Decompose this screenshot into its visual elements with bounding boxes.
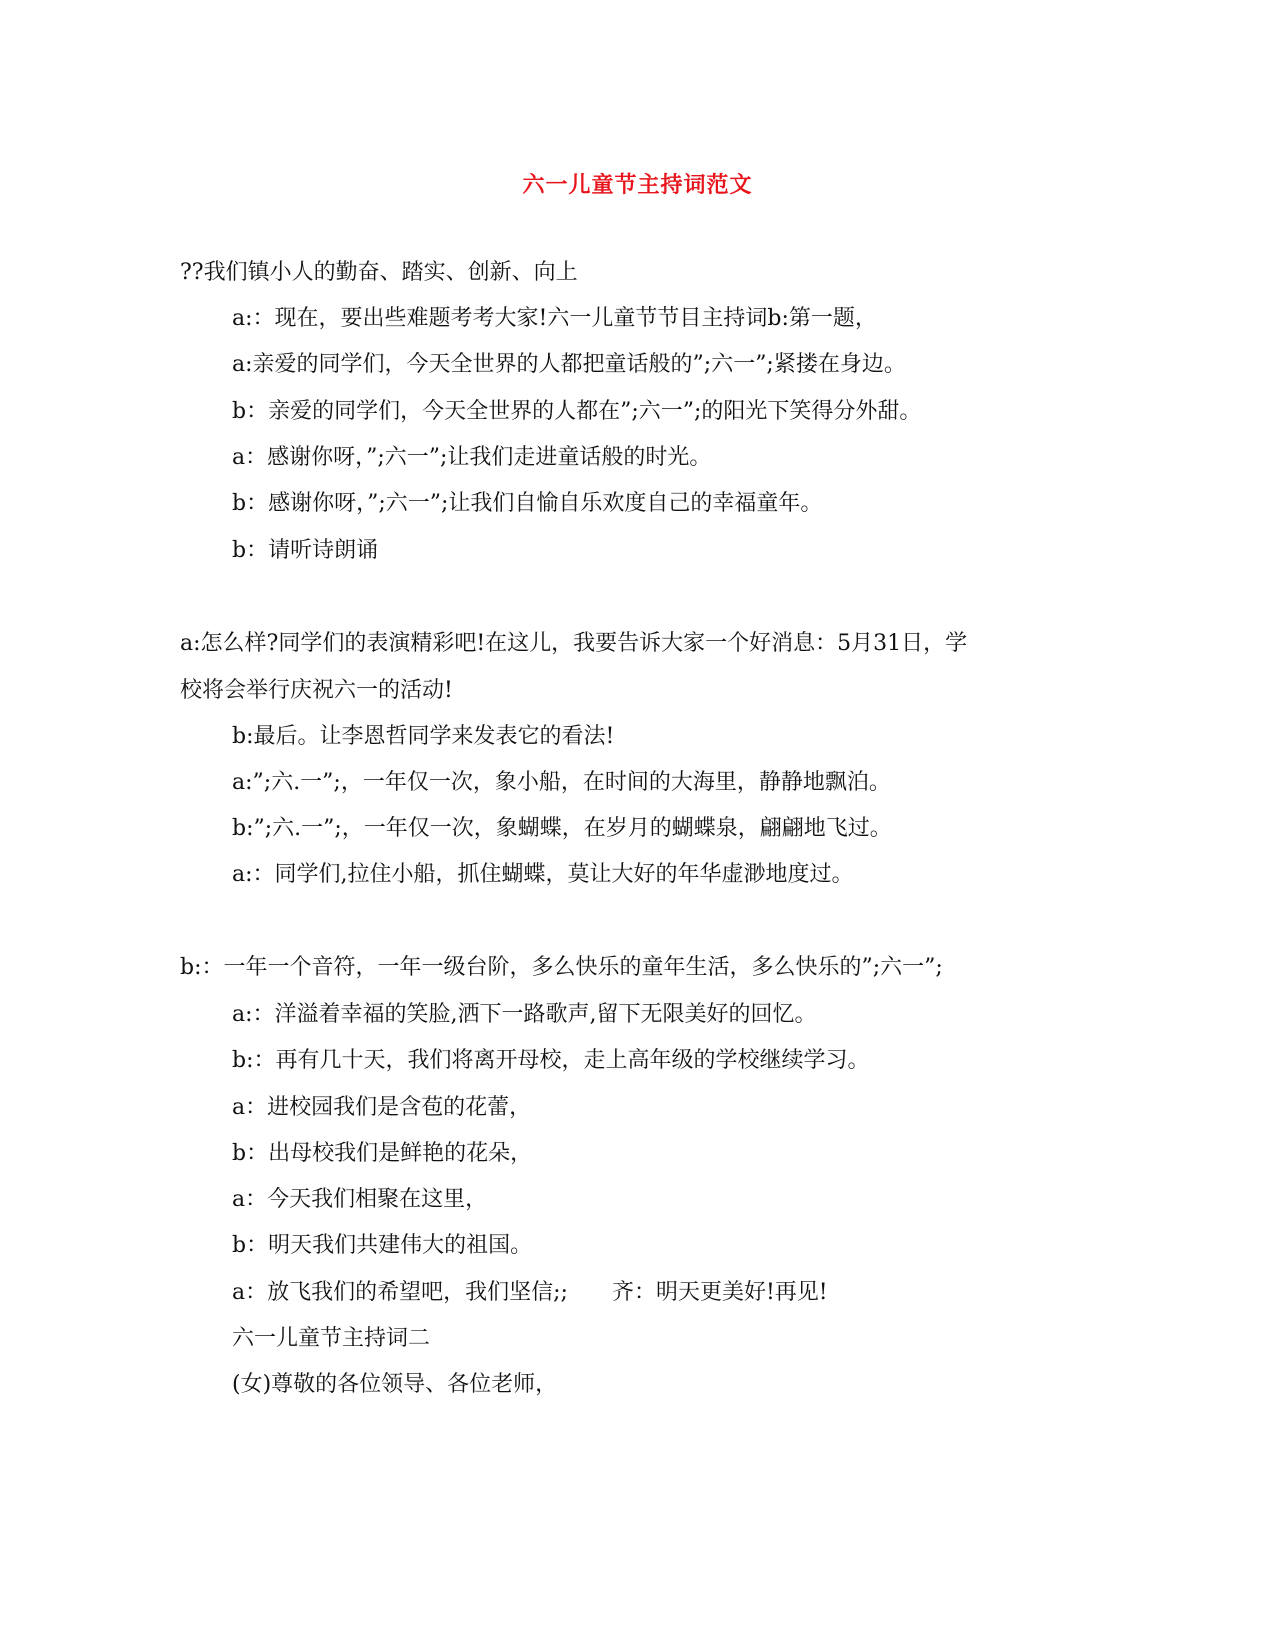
paragraph-line: b：出母校我们是鲜艳的花朵， (232, 1141, 533, 1166)
paragraph-line: b:最后。让李恩哲同学来发表它的看法! (232, 724, 615, 749)
paragraph-line: b:”;六.一”;，一年仅一次，象蝴蝶，在岁月的蝴蝶泉，翩翩地飞过。 (232, 816, 892, 841)
paragraph-line: a:亲爱的同学们，今天全世界的人都把童话般的”;六一”;紧搂在身边。 (232, 352, 906, 377)
paragraph-line: a:：洋溢着幸福的笑脸,洒下一路歌声,留下无限美好的回忆。 (232, 1002, 817, 1027)
paragraph-line: b：亲爱的同学们，今天全世界的人都在”;六一”;的阳光下笑得分外甜。 (232, 399, 922, 424)
paragraph-line: a：今天我们相聚在这里， (232, 1187, 488, 1212)
section-heading: 六一儿童节主持词二 (232, 1326, 431, 1351)
paragraph-line: a:怎么样?同学们的表演精彩吧!在这儿，我要告诉大家一个好消息：5月31日，学 (180, 631, 968, 656)
document-title: 六一儿童节主持词范文 (522, 173, 753, 198)
paragraph-line: b：感谢你呀，”;六一”;让我们自愉自乐欢度自己的幸福童年。 (232, 491, 823, 516)
paragraph-line: a：感谢你呀，”;六一”;让我们走进童话般的时光。 (232, 445, 712, 470)
paragraph-line: a:：同学们,拉住小船，抓住蝴蝶，莫让大好的年华虚渺地度过。 (232, 862, 854, 887)
paragraph-line: ??我们镇小人的勤奋、踏实、创新、向上 (180, 260, 578, 285)
paragraph-line: 校将会举行庆祝六一的活动! (180, 678, 453, 703)
paragraph-line: a：进校园我们是含苞的花蕾， (232, 1095, 532, 1120)
paragraph-line: b:：再有几十天，我们将离开母校，走上高年级的学校继续学习。 (232, 1048, 870, 1073)
paragraph-line: (女)尊敬的各位领导、各位老师， (232, 1372, 558, 1397)
paragraph-line: b：明天我们共建伟大的祖国。 (232, 1233, 533, 1258)
paragraph-line: a：放飞我们的希望吧，我们坚信;; 齐：明天更美好!再见! (232, 1280, 828, 1305)
paragraph-line: a:”;六.一”;，一年仅一次，象小船，在时间的大海里，静静地飘泊。 (232, 770, 891, 795)
paragraph-line: b:：一年一个音符，一年一级台阶，多么快乐的童年生活，多么快乐的”;六一”; (180, 955, 943, 980)
paragraph-line: a:：现在，要出些难题考考大家!六一儿童节节目主持词b:第一题， (232, 306, 877, 331)
paragraph-line: b：请听诗朗诵 (232, 538, 379, 563)
